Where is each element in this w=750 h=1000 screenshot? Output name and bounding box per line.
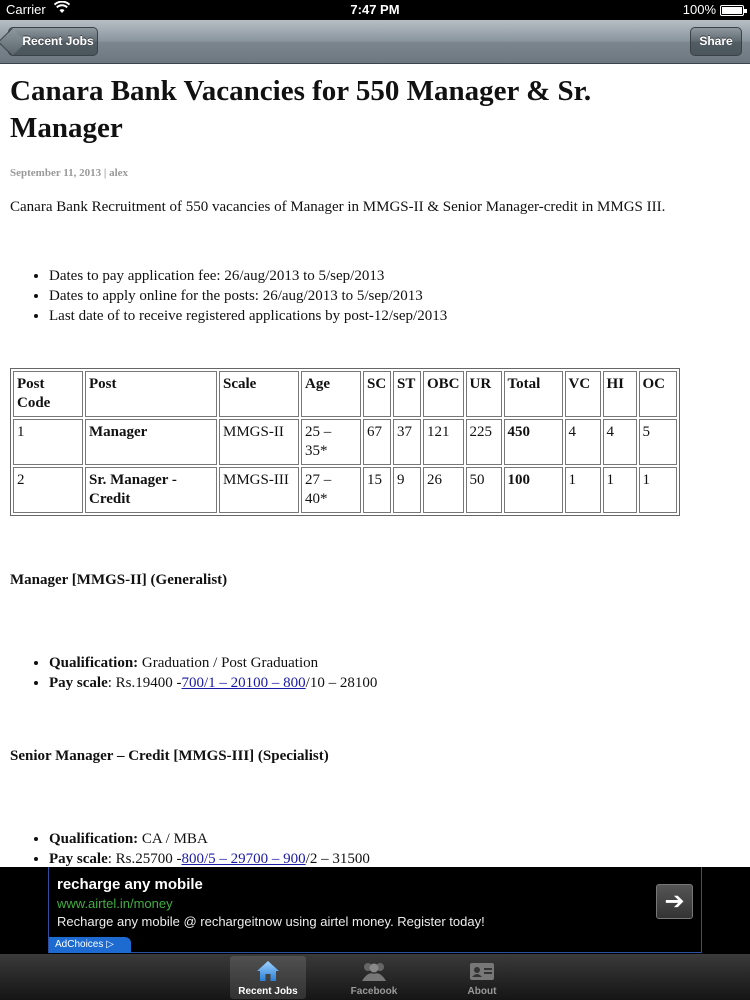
tab-label: About xyxy=(467,986,497,997)
list-item xyxy=(49,849,740,867)
list-item xyxy=(49,653,740,673)
home-icon xyxy=(230,956,306,984)
cell-age: 25 – 35* xyxy=(301,419,361,465)
arrow-right-icon[interactable]: ➔ xyxy=(656,884,693,919)
tab-about[interactable] xyxy=(444,956,520,999)
pay-scale-prefix: : Rs.25700 - xyxy=(107,851,182,867)
people-icon xyxy=(336,956,412,984)
tab-bar xyxy=(0,953,750,1000)
list-item: • Last date of to receive registered applications by post-12/sep/2013 xyxy=(49,306,740,326)
manager-details-list xyxy=(10,653,740,693)
cell-obc: 26 xyxy=(423,467,464,513)
header-post-code: Post Code xyxy=(13,371,83,417)
header-post: Post xyxy=(85,371,217,417)
cell-post-code: 1 xyxy=(13,419,83,465)
header-hi: HI xyxy=(603,371,637,417)
section-title-senior-manager: Senior Manager – Credit [MMGS-III] (Specialist) xyxy=(10,748,329,764)
cell-obc: 121 xyxy=(423,419,464,465)
qualification-label: Qualification: xyxy=(49,831,139,847)
qualification-value: Graduation / Post Graduation xyxy=(138,655,319,671)
cell-age: 27 – 40* xyxy=(301,467,361,513)
list-item xyxy=(49,829,740,849)
article-meta: September 11, 2013 | alex xyxy=(10,167,129,179)
pay-scale-label: Pay scale xyxy=(49,675,108,691)
tab-facebook[interactable] xyxy=(336,956,412,999)
carrier-label: Carrier xyxy=(6,2,46,17)
share-button[interactable]: Share xyxy=(690,27,742,56)
header-total: Total xyxy=(504,371,563,417)
ad-url[interactable]: www.airtel.in/money xyxy=(57,896,173,911)
header-st: ST xyxy=(393,371,421,417)
table-header-row xyxy=(13,371,677,417)
article-title: Canara Bank Vacancies for 550 Manager & Sr. Manager xyxy=(10,75,592,144)
battery-percent: 100% xyxy=(682,2,716,17)
pay-scale-suffix: /10 – 28100 xyxy=(305,675,378,691)
header-vc: VC xyxy=(565,371,601,417)
pay-scale-suffix: /2 – 31500 xyxy=(305,851,370,867)
cell-oc: 1 xyxy=(639,467,677,513)
list-item: • Dates to pay application fee: 26/aug/2013 to 5/sep/2013 xyxy=(49,266,740,286)
list-item xyxy=(49,673,740,693)
pay-scale-prefix: : Rs.19400 - xyxy=(107,675,182,691)
list-item: • Dates to apply online for the posts: 26/aug/2013 to 5/sep/2013 xyxy=(49,286,740,306)
pay-scale-link[interactable]: 700/1 – 20100 – 800 xyxy=(181,675,306,691)
cell-scale: MMGS-II xyxy=(219,419,299,465)
cell-oc: 5 xyxy=(639,419,677,465)
header-oc: OC xyxy=(639,371,677,417)
header-age: Age xyxy=(301,371,361,417)
ad-banner[interactable] xyxy=(0,867,750,953)
header-obc: OBC xyxy=(423,371,464,417)
table-row xyxy=(13,419,677,465)
cell-sc: 67 xyxy=(363,419,391,465)
back-button-label: Recent Jobs xyxy=(22,34,94,48)
cell-scale: MMGS-III xyxy=(219,467,299,513)
senior-manager-details-list xyxy=(10,829,740,867)
contact-card-icon xyxy=(444,956,520,984)
ad-description[interactable]: Recharge any mobile @ rechargeitnow using airtel money. Register today! xyxy=(57,914,485,929)
cell-total: 450 xyxy=(504,419,563,465)
header-ur: UR xyxy=(466,371,502,417)
qualification-value: CA / MBA xyxy=(138,831,208,847)
article-content[interactable] xyxy=(0,65,750,867)
cell-total: 100 xyxy=(504,467,563,513)
navigation-bar xyxy=(0,20,750,64)
pay-scale-label: Pay scale xyxy=(49,851,108,867)
header-sc: SC xyxy=(363,371,391,417)
cell-hi: 4 xyxy=(603,419,637,465)
tab-label: Recent Jobs xyxy=(238,986,298,997)
ad-title[interactable]: recharge any mobile xyxy=(57,876,203,893)
dates-list xyxy=(10,266,740,326)
cell-ur: 50 xyxy=(466,467,502,513)
cell-post: Manager xyxy=(85,419,217,465)
cell-vc: 1 xyxy=(565,467,601,513)
pay-scale-link[interactable]: 800/5 – 29700 – 900 xyxy=(181,851,306,867)
cell-sc: 15 xyxy=(363,467,391,513)
vacancy-table xyxy=(10,368,680,516)
header-scale: Scale xyxy=(219,371,299,417)
cell-post: Sr. Manager -Credit xyxy=(85,467,217,513)
battery-icon xyxy=(720,5,744,16)
cell-st: 37 xyxy=(393,419,421,465)
status-bar xyxy=(0,0,750,20)
qualification-label: Qualification: xyxy=(49,655,139,671)
cell-st: 9 xyxy=(393,467,421,513)
ad-choices-badge[interactable]: AdChoices ▷ xyxy=(49,937,131,953)
back-button[interactable] xyxy=(8,27,98,56)
cell-ur: 225 xyxy=(466,419,502,465)
article-intro: Canara Bank Recruitment of 550 vacancies of Manager in MMGS-II & Senior Manager-credit in MMGS III. xyxy=(10,199,666,215)
ad-frame[interactable] xyxy=(48,867,702,953)
cell-hi: 1 xyxy=(603,467,637,513)
tab-recent-jobs[interactable] xyxy=(230,956,306,999)
table-row xyxy=(13,467,677,513)
clock: 7:47 PM xyxy=(350,2,400,17)
tab-label: Facebook xyxy=(350,986,398,997)
section-title-manager: Manager [MMGS-II] (Generalist) xyxy=(10,572,228,588)
cell-post-code: 2 xyxy=(13,467,83,513)
cell-vc: 4 xyxy=(565,419,601,465)
